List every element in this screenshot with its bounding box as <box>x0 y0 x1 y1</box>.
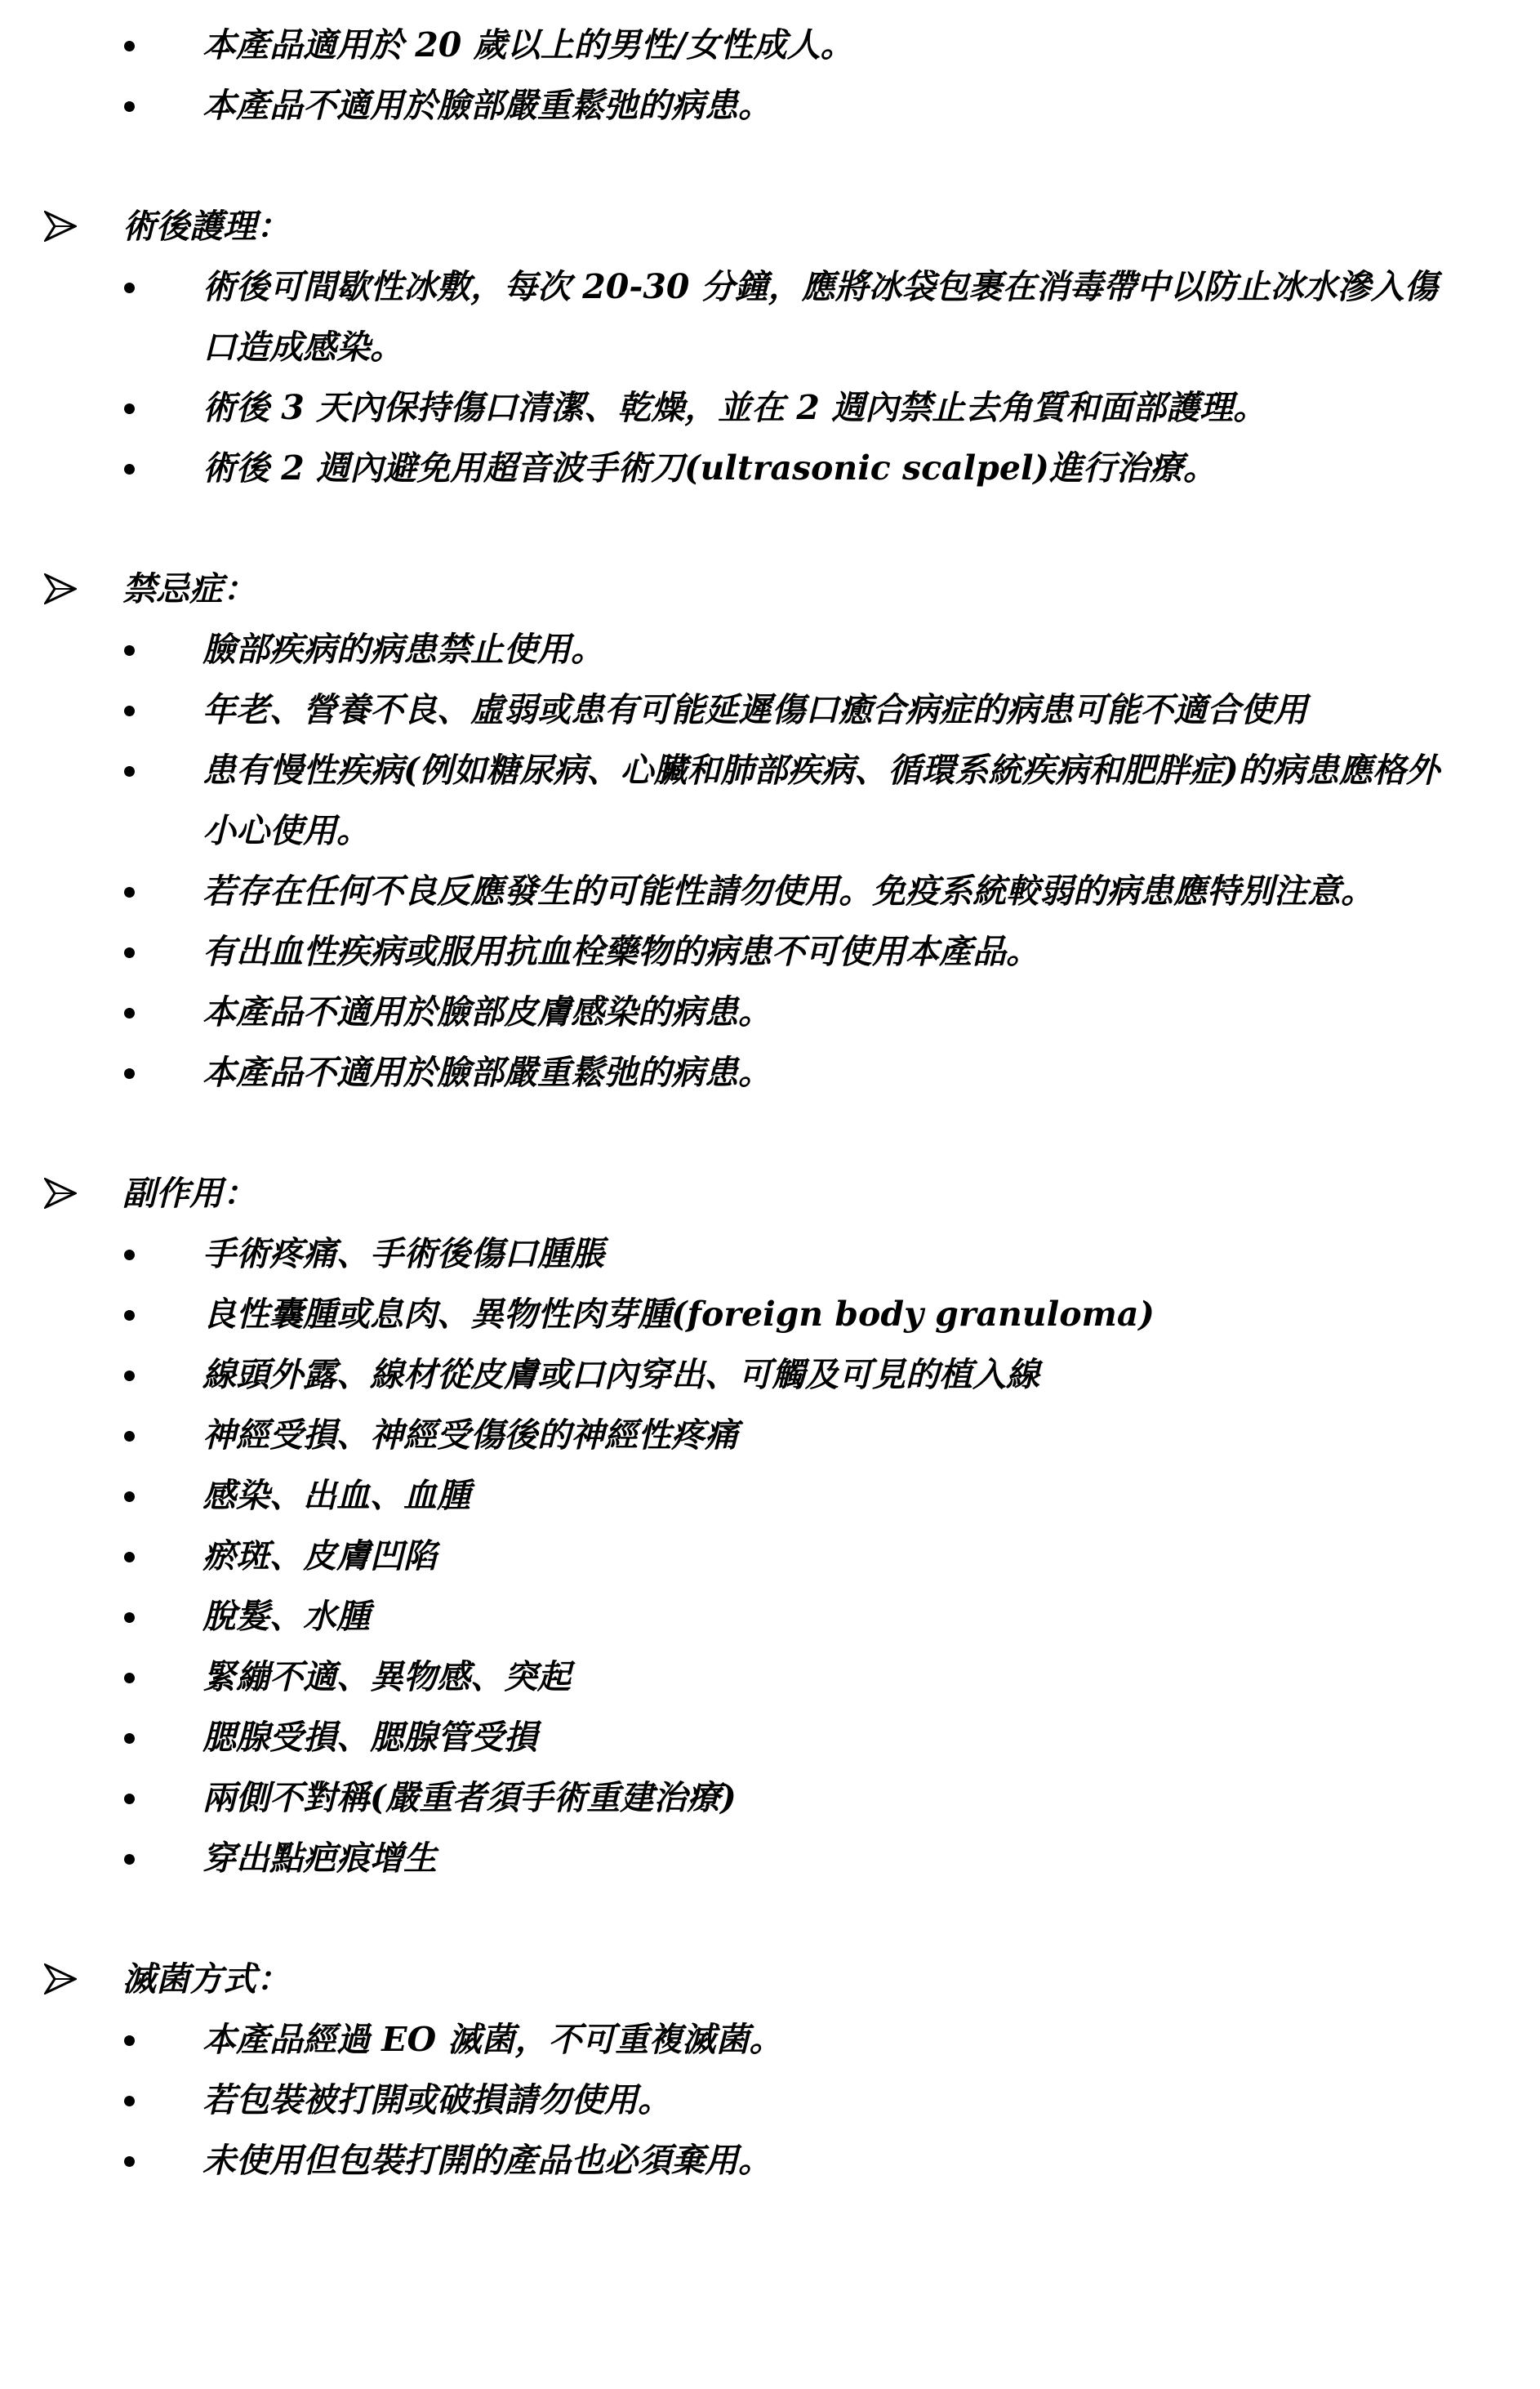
item-text: 腮腺受損、腮腺管受損 <box>203 1718 537 1757</box>
list-item <box>0 438 1444 498</box>
item-text: 本產品適用於 20 歲以上的男性/女性成人。 <box>203 25 854 65</box>
bullet-icon <box>124 1008 135 1018</box>
bullet-icon <box>124 1794 135 1804</box>
item-text: 患有慢性疾病(例如糖尿病、心臟和肺部疾病、循環系統疾病和肥胖症)的病患應格外小心使用。 <box>203 751 1440 850</box>
item-text: 未使用但包裝打開的產品也必須棄用。 <box>203 2141 772 2180</box>
bullet-icon <box>124 1673 135 1683</box>
section-heading <box>0 1163 1540 1223</box>
list-item <box>0 740 1444 861</box>
arrowhead-icon <box>44 573 77 604</box>
bullet-icon <box>124 1491 135 1502</box>
section-heading <box>0 559 1540 619</box>
list-item <box>0 2130 1444 2191</box>
item-text: 脫髮、水腫 <box>203 1597 370 1636</box>
list-item <box>0 377 1444 438</box>
item-text: 有出血性疾病或服用抗血栓藥物的病患不可使用本產品。 <box>203 932 1039 971</box>
document-body <box>0 15 1540 2191</box>
item-text: 手術疼痛、手術後傷口腫脹 <box>203 1234 604 1273</box>
item-text: 神經受損、神經受傷後的神經性疼痛 <box>203 1415 738 1455</box>
list-item <box>0 619 1444 680</box>
item-text: 線頭外露、線材從皮膚或口內穿出、可觸及可見的植入線 <box>203 1355 1039 1394</box>
bullet-icon <box>124 1854 135 1865</box>
list-item <box>0 256 1444 377</box>
bullet-icon <box>124 766 135 777</box>
item-text: 若包裝被打開或破損請勿使用。 <box>203 2080 671 2119</box>
list-item <box>0 1344 1444 1405</box>
item-text: 穿出點疤痕增生 <box>203 1839 437 1878</box>
item-text: 年老、營養不良、虛弱或患有可能延遲傷口癒合病症的病患可能不適合使用 <box>203 690 1307 729</box>
item-text: 術後 3 天內保持傷口清潔、乾燥，並在 2 週內禁止去角質和面部護理。 <box>203 388 1267 427</box>
section-sterilization <box>0 1949 1540 2191</box>
bullet-icon <box>124 1733 135 1744</box>
intro-item-2 <box>0 75 1444 136</box>
bullet-icon <box>124 1431 135 1442</box>
intro-item-1 <box>0 15 1444 75</box>
bullet-icon <box>124 2096 135 2106</box>
bullet-icon <box>124 1310 135 1321</box>
item-text: 瘀斑、皮膚凹陷 <box>203 1536 437 1576</box>
section-title: 滅菌方式： <box>122 1959 290 1999</box>
list-item <box>0 921 1444 982</box>
item-text: 兩側不對稱(嚴重者須手術重建治療) <box>203 1778 737 1817</box>
section-post-op-care <box>0 196 1540 498</box>
bullet-icon <box>124 403 135 414</box>
list-item <box>0 1828 1444 1888</box>
item-text: 若存在任何不良反應發生的可能性請勿使用。免疫系統較弱的病患應特別注意。 <box>203 871 1374 911</box>
list-item <box>0 1405 1444 1465</box>
item-text: 本產品不適用於臉部嚴重鬆弛的病患。 <box>203 86 772 125</box>
arrowhead-icon <box>44 1178 77 1209</box>
list-item <box>0 1647 1444 1707</box>
item-text: 感染、出血、血腫 <box>203 1476 470 1515</box>
section-heading <box>0 196 1540 256</box>
item-text: 術後可間歇性冰敷，每次 20-30 分鐘，應將冰袋包裹在消毒帶中以防止冰水滲入傷口造成感染。 <box>203 267 1438 367</box>
item-text: 術後 2 週內避免用超音波手術刀(ultrasonic scalpel)進行治療。 <box>203 448 1217 488</box>
section-heading <box>0 1949 1540 2009</box>
section-title: 禁忌症： <box>122 569 256 608</box>
item-text: 臉部疾病的病患禁止使用。 <box>203 630 604 669</box>
bullet-icon <box>124 706 135 716</box>
list-item <box>0 1223 1444 1284</box>
bullet-icon <box>124 1068 135 1079</box>
bullet-icon <box>124 41 135 51</box>
bullet-icon <box>124 283 135 293</box>
list-item <box>0 680 1444 740</box>
bullet-icon <box>124 645 135 656</box>
bullet-icon <box>124 887 135 898</box>
list-item <box>0 1465 1444 1526</box>
list-item <box>0 1707 1444 1767</box>
arrowhead-icon <box>44 1963 77 1995</box>
intro-list <box>0 15 1540 136</box>
list-item <box>0 1284 1444 1344</box>
arrowhead-icon <box>44 211 77 242</box>
bullet-icon <box>124 1552 135 1562</box>
list-item <box>0 2070 1444 2130</box>
list-item <box>0 861 1444 921</box>
list-item <box>0 1586 1444 1647</box>
section-title: 副作用： <box>122 1174 256 1213</box>
item-text: 本產品經過 EO 滅菌，不可重複滅菌。 <box>203 2020 783 2059</box>
list-item <box>0 2009 1444 2070</box>
section-contraindications <box>0 559 1540 1103</box>
bullet-icon <box>124 1612 135 1623</box>
item-text: 本產品不適用於臉部皮膚感染的病患。 <box>203 992 772 1032</box>
list-item <box>0 1767 1444 1828</box>
bullet-icon <box>124 1250 135 1260</box>
bullet-icon <box>124 2156 135 2167</box>
bullet-icon <box>124 101 135 112</box>
list-item <box>0 1042 1444 1103</box>
bullet-icon <box>124 947 135 958</box>
list-item <box>0 1526 1444 1586</box>
item-text: 緊繃不適、異物感、突起 <box>203 1657 571 1696</box>
bullet-icon <box>124 2035 135 2046</box>
list-item <box>0 982 1444 1042</box>
section-side-effects <box>0 1163 1540 1888</box>
item-text: 本產品不適用於臉部嚴重鬆弛的病患。 <box>203 1053 772 1092</box>
section-title: 術後護理： <box>122 207 290 246</box>
bullet-icon <box>124 464 135 475</box>
bullet-icon <box>124 1371 135 1381</box>
item-text: 良性囊腫或息肉、異物性肉芽腫(foreign body granuloma) <box>203 1295 1155 1334</box>
